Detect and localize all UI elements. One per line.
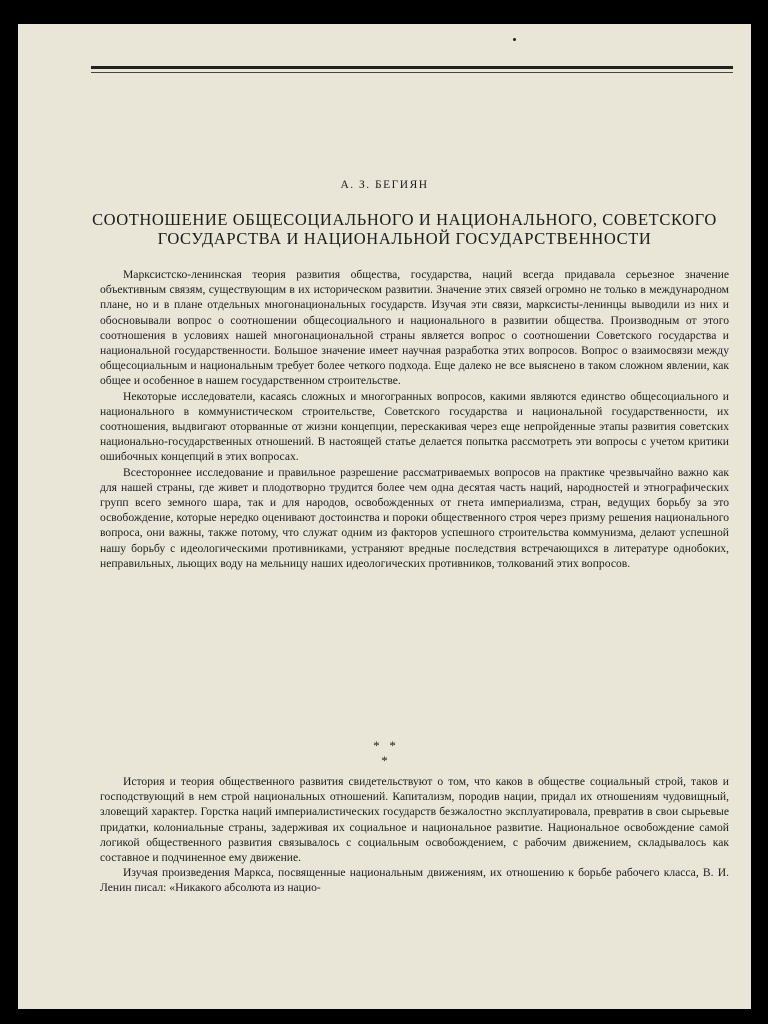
ink-speck [513,38,516,41]
section-separator [18,738,751,768]
header-rule-thick [91,66,733,69]
paragraph: Изучая произведения Маркса, посвященные национальным движениям, их отношению к борьбе рабочего класса, В. И. Ленин писал: «Никакого абсолюта из нацио- [100,866,729,895]
scanned-page [18,24,751,1009]
separator-star-bottom: * [381,753,388,768]
paragraph: Марксистско-ленинская теория развития общества, государства, наций всегда придавала серьезное значение объективным связям, существующим в их историческом развитии. Значение этих связей огромно не только в международном плане, но и в плане отдельных многонациональных государств. Изучая эти связи, марксисты-ленинцы выводили из них и обосновывали вопрос о соотношении общесоциального и национального в развитии общества. Производным от этого соотношения в условиях нашей многонациональной страны является вопрос о соотношении Советского государства и национальной государственности. Большое значение имеет научная разработка этих вопросов. Вопрос о взаимосвязи между общесоциальным и национальным требует более четкого подхода. Еще далеко не все выяснено в таком сложном явлении, как общее и особенное в нашем государственном строительстве. [100,268,729,388]
author-name: А. З. БЕГИЯН [340,179,429,191]
paragraph: Некоторые исследователи, касаясь сложных и многогранных вопросов, какими являются единство общесоциального и национального в коммунистическом строительстве, Советского государства и национальной государственности, их соотношения, выдвигают оторванные от жизни концепции, перескакивая через еще непройденные этапы развития советских национально-государственных отношений. В настоящей статье делается попытка рассмотреть эти вопросы с учетом критики ошибочных концепций в этих вопросах. [100,389,729,464]
paragraph: История и теория общественного развития свидетельствуют о том, что каков в обществе социальный строй, таков и господствующий в нем строй национальных отношений. Капитализм, породив нации, придал их отношениям чудовищный, зловещий характер. Горстка наций империалистических государств безжалостно эксплуатировала, превратив в свои сырьевые придатки, колониальные страны, задерживая их социальное и национальное развитие. Национальное освобождение самой логикой общественного развития связывалось с социальным освобождением, с рабочим движением, складывалось как составное и подчиненное ему движение. [100,775,729,865]
article-title: СООТНОШЕНИЕ ОБЩЕСОЦИАЛЬНОГО И НАЦИОНАЛЬНОГО, СОВЕТСКОГО ГОСУДАРСТВА И НАЦИОНАЛЬНОЙ ГОСУДАРСТВЕННОСТИ [92,210,717,248]
article-body-continued [100,774,729,896]
paragraph: Всестороннее исследование и правильное разрешение рассматриваемых вопросов на практике чрезвычайно важно как для нашей страны, где живет и плодотворно трудится более чем одна десятая часть наций, народностей и этнографических групп всего земного шара, так и для народов, освобожденных от гнета империализма, стран, ведущих борьбу за это освобождение, которые нередко оценивают достоинства и пороки общественного строя через призму решения национального вопроса, они важны, также потому, что служат одним из факторов успешного строительства коммунизма, делают успешной нашу борьбу с идеологическими противниками, устраняют вредные последствия встречающихся в литературе однобоких, неправильных, льющих воду на мельницу наших идеологических противников, толкований этих вопросов. [100,465,729,570]
article-body [100,267,729,571]
header-rule-thin [91,72,733,73]
separator-stars-top: * * [373,738,396,753]
